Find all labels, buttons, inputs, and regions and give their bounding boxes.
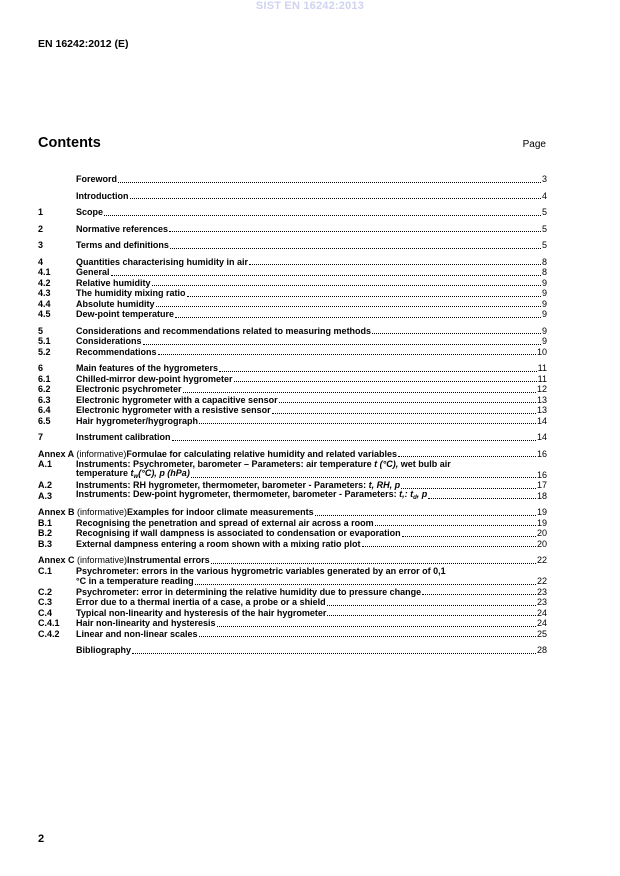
toc-entry-number: 7 bbox=[38, 432, 44, 442]
toc-leader-dots bbox=[402, 529, 536, 537]
watermark: SIST EN 16242:2013 bbox=[255, 0, 365, 12]
toc-entry-number: 4 bbox=[38, 256, 44, 267]
toc-entry-page: 25 bbox=[536, 628, 547, 639]
toc-title-text: Bibliography bbox=[76, 645, 132, 655]
toc-leader-dots bbox=[191, 470, 536, 478]
toc-entry-title bbox=[76, 432, 171, 443]
toc-entry-title bbox=[76, 405, 271, 416]
toc-entry[interactable] bbox=[38, 257, 547, 268]
toc-entry-page: 24 bbox=[536, 607, 547, 618]
toc-entry[interactable] bbox=[38, 467, 547, 481]
toc-leader-dots bbox=[422, 587, 536, 595]
toc-entry-title bbox=[76, 240, 169, 251]
toc-leader-dots bbox=[219, 364, 537, 372]
toc-entry-page: 4 bbox=[541, 190, 547, 201]
toc-entry-page: 5 bbox=[541, 207, 547, 217]
toc-entry-page: 3 bbox=[541, 174, 547, 184]
toc-entry[interactable] bbox=[38, 347, 547, 358]
toc-leader-dots bbox=[183, 385, 536, 393]
toc-entry-title bbox=[76, 528, 401, 539]
toc-entry-title bbox=[76, 278, 151, 289]
toc-entry[interactable] bbox=[38, 191, 547, 202]
toc-leader-dots bbox=[199, 416, 536, 424]
toc-entry-number: 6.4 bbox=[38, 405, 51, 415]
toc-entry-page: 9 bbox=[541, 325, 547, 336]
toc-entry-page: 20 bbox=[536, 528, 547, 538]
toc-leader-dots bbox=[234, 374, 537, 382]
toc-entry-title bbox=[127, 507, 314, 518]
document-id: EN 16242:2012 (E) bbox=[38, 38, 129, 50]
toc-title-text: Relative humidity bbox=[76, 277, 151, 288]
toc-title-text: Electronic hygrometer with a capacitive sensor bbox=[76, 394, 278, 405]
toc-entry-number: 3 bbox=[38, 240, 44, 250]
toc-entry[interactable] bbox=[38, 224, 547, 235]
toc-title-text: °C in a temperature reading bbox=[76, 576, 194, 586]
toc-title-text: Recognising if wall dampness is associated to condensation or evaporation bbox=[76, 528, 401, 538]
toc-entry-page: 23 bbox=[536, 586, 547, 597]
toc-leader-dots bbox=[152, 278, 541, 286]
toc-entry-number: 5.1 bbox=[38, 336, 51, 346]
toc-title-text: Typical non-linearity and hysteresis of the hair hygrometer bbox=[76, 607, 327, 618]
toc-leader-dots bbox=[111, 268, 541, 276]
toc-leader-dots bbox=[327, 608, 536, 616]
toc-annex-id: Annex A bbox=[38, 448, 74, 459]
toc-title-text: Formulae for calculating relative humidity and related variables bbox=[126, 448, 397, 459]
toc-entry-number: 6.1 bbox=[38, 373, 51, 384]
toc-leader-dots bbox=[362, 539, 536, 547]
toc-entry-title bbox=[76, 267, 110, 278]
toc-entry-title bbox=[76, 618, 216, 629]
toc-title-text: Instrument calibration bbox=[76, 432, 171, 442]
toc-leader-dots bbox=[279, 395, 536, 403]
toc-entry-number: B.2 bbox=[38, 528, 53, 538]
toc-entry-title bbox=[76, 518, 374, 529]
toc-entry-page: 8 bbox=[541, 267, 547, 277]
toc-leader-dots bbox=[130, 191, 541, 199]
toc-title-text: Psychrometer: error in determining the relative humidity due to pressure change bbox=[76, 586, 422, 597]
toc-entry[interactable] bbox=[38, 488, 547, 502]
toc-entry-title bbox=[76, 587, 421, 598]
toc-entry-title bbox=[76, 288, 186, 299]
toc-title-text: Instruments: RH hygrometer, thermometer, barometer - Parameters: bbox=[76, 480, 367, 490]
toc-entry-title bbox=[76, 363, 218, 374]
toc-annex-type: (informative) bbox=[76, 448, 127, 459]
toc-annex-id: Annex B bbox=[38, 507, 75, 517]
toc-entry-title bbox=[76, 489, 427, 502]
toc-entry-page: 9 bbox=[541, 288, 547, 298]
toc-entry[interactable] bbox=[38, 576, 547, 587]
toc-annex-label bbox=[38, 507, 127, 518]
toc-entry-page: 5 bbox=[541, 223, 547, 234]
toc-title-text: Linear and non-linear scales bbox=[76, 628, 198, 639]
toc-entry-title bbox=[76, 299, 155, 310]
toc-entry-title bbox=[76, 191, 129, 202]
toc-leader-dots bbox=[375, 518, 536, 526]
toc-title-text: Normative references bbox=[76, 223, 169, 234]
toc-entry-number: 6.5 bbox=[38, 415, 51, 426]
toc-title-text: temperature bbox=[76, 467, 129, 478]
toc-entry-title bbox=[76, 224, 168, 235]
toc-entry-page: 8 bbox=[541, 256, 547, 267]
contents-title: Contents bbox=[38, 135, 101, 151]
toc-leader-dots bbox=[401, 481, 536, 489]
toc-title-text: Instrumental errors bbox=[127, 555, 210, 565]
toc-leader-dots bbox=[195, 577, 536, 585]
toc-entry-number: C.4 bbox=[38, 607, 53, 618]
toc-entry-page: 22 bbox=[536, 576, 547, 586]
toc-entry-number: 6.2 bbox=[38, 384, 51, 394]
toc-entry-title bbox=[76, 374, 233, 385]
toc-title-text: General bbox=[76, 267, 110, 277]
toc-entry-page: 22 bbox=[536, 555, 547, 565]
toc-entry-number: C.4.2 bbox=[38, 628, 60, 639]
toc-entry-number: 4.5 bbox=[38, 309, 51, 319]
toc-leader-dots bbox=[372, 326, 541, 334]
toc-title-text: Recognising the penetration and spread of external air across a room bbox=[76, 517, 374, 528]
toc-entry-title bbox=[76, 174, 117, 185]
toc-entry-number: 6 bbox=[38, 363, 44, 373]
toc-entry-number: 4.4 bbox=[38, 298, 51, 309]
toc-title-subscript: d bbox=[413, 494, 417, 501]
toc-title-text: Terms and definitions bbox=[76, 240, 169, 250]
toc-entry-page: 18 bbox=[536, 490, 547, 501]
toc-annex-type: (informative) bbox=[77, 507, 128, 517]
toc-entry[interactable] bbox=[38, 309, 547, 320]
toc-entry[interactable] bbox=[38, 395, 547, 406]
toc-title-text: Hair non-linearity and hysteresis bbox=[76, 618, 216, 628]
toc-entry-title bbox=[76, 207, 103, 218]
toc-entry-title bbox=[76, 336, 142, 347]
toc-entry-number: 2 bbox=[38, 223, 44, 234]
toc-entry-title bbox=[76, 257, 248, 268]
toc-leader-dots bbox=[217, 619, 536, 627]
toc-entry-page: 10 bbox=[536, 346, 547, 357]
toc-entry-page: 13 bbox=[536, 405, 547, 415]
toc-annex-id: Annex C bbox=[38, 555, 75, 565]
toc-leader-dots bbox=[272, 406, 536, 414]
toc-entry-page: 23 bbox=[536, 597, 547, 607]
toc-entry-page: 9 bbox=[541, 298, 547, 309]
toc-entry-page: 13 bbox=[536, 394, 547, 405]
toc-title-text: Psychrometer: errors in the various hygrometric variables generated by an error of 0,1 bbox=[76, 565, 446, 576]
toc-title-text: Examples for indoor climate measurements bbox=[127, 507, 314, 517]
toc-entry[interactable] bbox=[38, 384, 547, 395]
toc-entry[interactable] bbox=[38, 555, 547, 566]
toc-entry-page: 9 bbox=[541, 309, 547, 319]
toc-entry[interactable] bbox=[38, 539, 547, 550]
toc-entry[interactable] bbox=[38, 507, 547, 518]
toc-title-text: Hair hygrometer/hygrograph bbox=[76, 415, 199, 426]
toc-entry-page: 24 bbox=[536, 618, 547, 628]
toc-leader-dots bbox=[327, 598, 536, 606]
toc-title-text: Considerations and recommendations related to measuring methods bbox=[76, 325, 372, 336]
toc-entry-page: 9 bbox=[541, 277, 547, 288]
toc-title-variable: , p bbox=[416, 488, 428, 499]
toc-leader-dots bbox=[169, 224, 541, 232]
page-column-label: Page bbox=[522, 139, 546, 150]
toc-entry-title bbox=[76, 326, 371, 337]
toc-annex-label bbox=[38, 555, 127, 566]
toc-title-variable: t,: t bbox=[399, 488, 414, 499]
toc-annex-label bbox=[38, 449, 126, 460]
toc-entry[interactable] bbox=[38, 267, 547, 278]
toc-entry[interactable] bbox=[38, 326, 547, 337]
toc-leader-dots bbox=[104, 208, 541, 216]
toc-entry-number: 4.2 bbox=[38, 277, 51, 288]
toc-entry-title bbox=[76, 395, 278, 406]
toc-entry-page: 11 bbox=[537, 363, 547, 373]
toc-entry[interactable] bbox=[38, 618, 547, 629]
toc-title-variable: t (°C), bbox=[374, 459, 399, 469]
toc-title-text: Recommendations bbox=[76, 346, 157, 357]
toc-title-text: The humidity mixing ratio bbox=[76, 288, 186, 298]
toc-title-text: Instruments: Psychrometer, barometer – Parameters: air temperature bbox=[76, 459, 372, 469]
toc-title-subscript: w bbox=[133, 473, 139, 480]
toc-entry-title bbox=[76, 629, 198, 640]
toc-title-text: Error due to a thermal inertia of a case, a probe or a shield bbox=[76, 597, 326, 607]
toc-entry-title bbox=[76, 608, 326, 619]
toc-leader-dots bbox=[175, 310, 541, 318]
toc-entry-number: 4.1 bbox=[38, 267, 51, 277]
toc-title-text: Absolute humidity bbox=[76, 298, 155, 309]
toc-entry-number: A.3 bbox=[38, 490, 53, 501]
toc-entry[interactable] bbox=[38, 405, 547, 416]
toc-entry[interactable] bbox=[38, 528, 547, 539]
toc-title-variable: (°C), p (hPa) bbox=[138, 467, 190, 478]
toc-leader-dots bbox=[398, 449, 536, 457]
toc-entry[interactable] bbox=[38, 587, 547, 598]
toc-entry[interactable] bbox=[38, 629, 547, 640]
toc-entry-number: C.4.1 bbox=[38, 618, 60, 628]
toc-leader-dots bbox=[170, 241, 541, 249]
toc-entry-number: C.2 bbox=[38, 586, 53, 597]
toc-title-text: Electronic psychrometer bbox=[76, 384, 182, 394]
toc-entry-page: 9 bbox=[541, 336, 547, 346]
toc-entry-number: A.1 bbox=[38, 459, 53, 469]
toc-leader-dots bbox=[132, 646, 536, 654]
toc-entry-number: B.3 bbox=[38, 538, 53, 549]
toc-title-text: Introduction bbox=[76, 190, 129, 201]
toc-entry-number: 4.3 bbox=[38, 288, 51, 298]
toc-entry-title bbox=[76, 566, 446, 577]
toc-entry-page: 17 bbox=[536, 480, 547, 490]
toc-entry[interactable] bbox=[38, 608, 547, 619]
toc-entry[interactable] bbox=[38, 597, 547, 608]
toc-entry[interactable] bbox=[38, 336, 547, 347]
toc-title-text: Quantities characterising humidity in air bbox=[76, 256, 249, 267]
toc-title-text: wet bulb air bbox=[400, 459, 451, 469]
toc-entry-page: 19 bbox=[536, 517, 547, 528]
toc-entry[interactable] bbox=[38, 374, 547, 385]
toc-entry-page: 5 bbox=[541, 240, 547, 250]
toc-entry-number: B.1 bbox=[38, 517, 53, 528]
toc-title-text: Scope bbox=[76, 207, 104, 217]
toc-entry-page: 14 bbox=[536, 415, 547, 426]
toc-entry-number: 6.3 bbox=[38, 394, 51, 405]
toc-leader-dots bbox=[249, 257, 541, 265]
toc-leader-dots bbox=[118, 175, 541, 183]
toc-leader-dots bbox=[211, 556, 536, 564]
toc-title-variable: t bbox=[130, 467, 134, 478]
toc-entry[interactable] bbox=[38, 207, 547, 218]
toc-entry-title bbox=[126, 449, 397, 460]
toc-entry-title bbox=[76, 384, 182, 395]
toc-leader-dots bbox=[199, 629, 536, 637]
toc-entry[interactable] bbox=[38, 518, 547, 529]
toc-title-text: Dew-point temperature bbox=[76, 309, 175, 319]
toc-entry[interactable] bbox=[38, 174, 547, 185]
toc-entry-number: C.3 bbox=[38, 597, 53, 607]
toc-entry[interactable] bbox=[38, 278, 547, 289]
toc-entry[interactable] bbox=[38, 645, 547, 656]
toc-leader-dots bbox=[156, 299, 541, 307]
toc-entry-number: 5 bbox=[38, 325, 44, 336]
toc-entry-page: 16 bbox=[536, 469, 547, 480]
toc-title-text: Instruments: Dew-point hygrometer, thermometer, barometer - Parameters: bbox=[76, 488, 397, 499]
toc-title-text: External dampness entering a room shown with a mixing ratio plot bbox=[76, 538, 361, 549]
toc-title-text: Electronic hygrometer with a resistive sensor bbox=[76, 405, 271, 415]
toc-entry-title bbox=[76, 468, 190, 481]
toc-entry[interactable] bbox=[38, 299, 547, 310]
toc-entry-title bbox=[76, 416, 198, 427]
toc-entry-page: 11 bbox=[537, 373, 547, 384]
toc-entry[interactable] bbox=[38, 288, 547, 299]
toc-leader-dots bbox=[172, 433, 536, 441]
page-number: 2 bbox=[38, 833, 45, 845]
toc-entry[interactable] bbox=[38, 566, 547, 577]
toc-title-text: Considerations bbox=[76, 336, 142, 346]
toc-title-variable: t, RH, p bbox=[368, 480, 401, 490]
toc-leader-dots bbox=[315, 508, 536, 516]
toc-title-text: Chilled-mirror dew-point hygrometer bbox=[76, 373, 233, 384]
toc-title-text: Main features of the hygrometers bbox=[76, 363, 219, 373]
toc-entry-title bbox=[127, 555, 210, 566]
toc-entry-title bbox=[76, 576, 194, 587]
toc-entry-number: A.2 bbox=[38, 480, 53, 490]
toc-entry[interactable] bbox=[38, 416, 547, 427]
toc-entry-title bbox=[76, 597, 326, 608]
toc-entry-page: 20 bbox=[536, 538, 547, 549]
toc-leader-dots bbox=[143, 337, 541, 345]
toc-entry-page: 16 bbox=[536, 448, 547, 459]
toc-entry-page: 28 bbox=[536, 645, 547, 655]
toc-entry[interactable] bbox=[38, 449, 547, 460]
toc-title-text: Foreword bbox=[76, 174, 118, 184]
toc-leader-dots bbox=[428, 491, 536, 499]
toc-entry-title bbox=[76, 347, 157, 358]
toc-entry-title bbox=[76, 539, 361, 550]
toc-entry-title bbox=[76, 309, 174, 320]
toc-entry-number: C.1 bbox=[38, 565, 53, 576]
toc-entry-number: 1 bbox=[38, 207, 44, 217]
toc-leader-dots bbox=[187, 289, 541, 297]
toc-entry-page: 12 bbox=[536, 384, 547, 394]
toc-entry[interactable] bbox=[38, 432, 547, 443]
toc-entry-page: 14 bbox=[536, 432, 547, 442]
toc-entry-number: 5.2 bbox=[38, 346, 51, 357]
toc-entry-page: 19 bbox=[536, 507, 547, 517]
toc-entry[interactable] bbox=[38, 240, 547, 251]
toc-entry[interactable] bbox=[38, 363, 547, 374]
toc-leader-dots bbox=[158, 347, 536, 355]
table-of-contents bbox=[38, 174, 547, 656]
toc-entry-title bbox=[76, 645, 131, 656]
toc-annex-type: (informative) bbox=[77, 555, 128, 565]
